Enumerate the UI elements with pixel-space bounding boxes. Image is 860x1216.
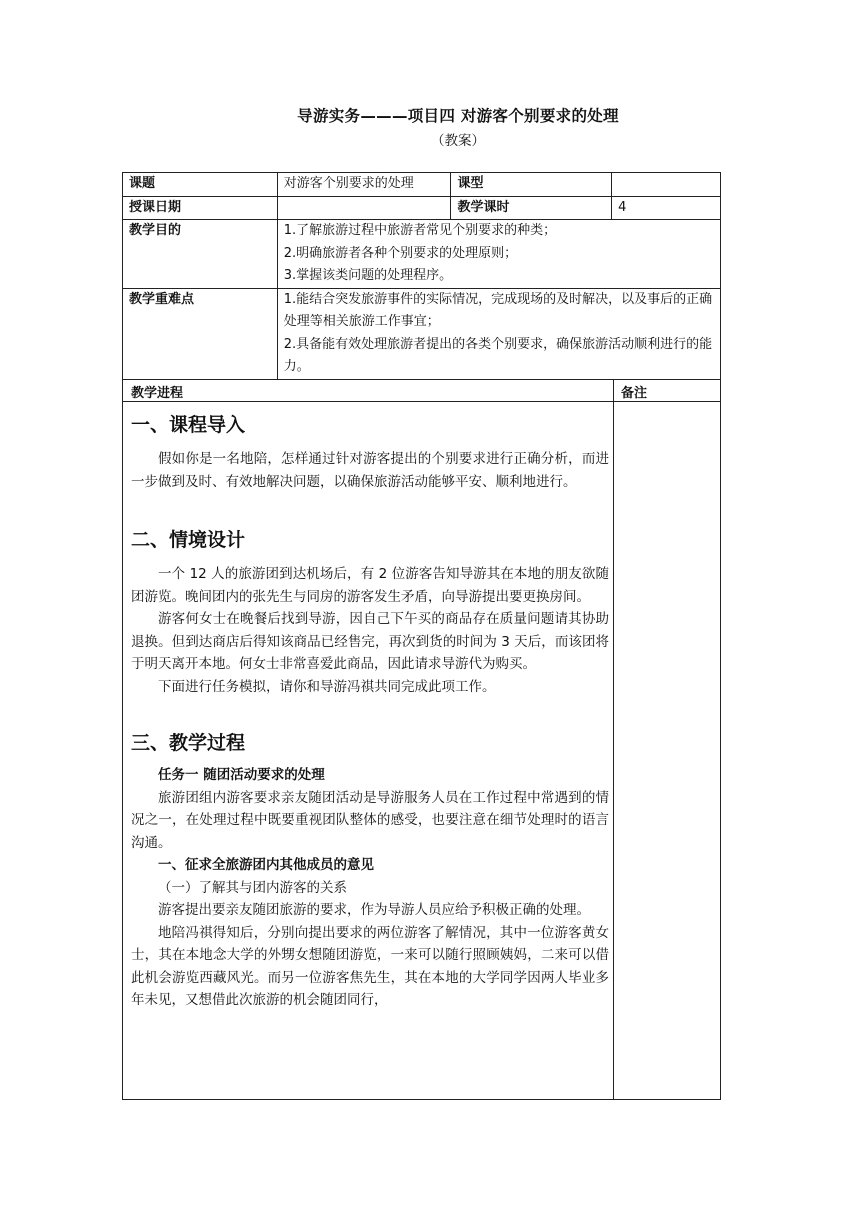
goal-item: 2.明确旅游者各种个别要求的处理原则； — [283, 245, 518, 261]
course-label: 课题 — [123, 173, 278, 197]
document-subtitle: （教案） — [431, 133, 485, 149]
goal-item: 3.掌握该类问题的处理程序。 — [283, 268, 453, 283]
table-row — [123, 220, 721, 289]
paragraph: 游客提出要亲友随团旅游的要求，作为导游人员应给予积极正确的处理。 — [158, 902, 590, 918]
step-subheading: （一）了解其与团内游客的关系 — [158, 879, 347, 896]
paragraph: 地陪冯祺得知后，分别向提出要求的两位游客了解情况，其中一位游客黄女士，其在本地念大学的外甥女想随团游览，一来可以随行照顾姨妈，二来可以借此机会游览西藏风光。而另一位游客焦先生，其在本地的大学同学因两人毕业多年未见，又想借此次旅游的机会随团同行， — [131, 924, 609, 1008]
paragraph: 旅游团组内游客要求亲友随团活动是导游服务人员在工作过程中常遇到的情况之一，在处理过程中既要重视团队整体的感受，也要注意在细节处理时的语言沟通。 — [131, 789, 609, 851]
hours-label: 教学课时 — [451, 196, 612, 220]
key-list — [277, 288, 720, 379]
key-item: 1.能结合突发旅游事件的实际情况，完成现场的及时解决，以及事后的正确处理等相关旅游工作事宜； — [283, 291, 713, 329]
hours-value: 4 — [612, 196, 721, 220]
lesson-info-table — [122, 172, 721, 380]
section-heading: 二、情境设计 — [131, 529, 246, 551]
paragraph: 一个 12 人的旅游团到达机场后，有 2 位游客告知导游其在本地的朋友欲随团游览。晚间团内的张先生与同房的游客发生矛盾，向导游提出要更换房间。 — [131, 566, 609, 605]
step-heading: 一、征求全旅游团内其他成员的意见 — [158, 857, 374, 873]
task-heading: 任务一 随团活动要求的处理 — [158, 767, 325, 783]
remarks-header: 备注 — [621, 386, 648, 401]
section-heading: 三、教学过程 — [131, 732, 246, 754]
key-item: 2.具备能有效处理旅游者提出的各类个别要求，确保旅游活动顺利进行的能力。 — [283, 336, 713, 374]
course-value: 对游客个别要求的处理 — [277, 173, 451, 197]
table-row — [123, 173, 721, 197]
date-label: 授课日期 — [123, 196, 278, 220]
type-value — [612, 173, 721, 197]
progress-header: 教学进程 — [131, 386, 184, 401]
table-row — [123, 288, 721, 379]
progress-content — [131, 402, 609, 1012]
column-divider — [613, 380, 614, 1099]
table-row — [123, 196, 721, 220]
section-heading: 一、课程导入 — [131, 414, 246, 436]
paragraph: 假如你是一名地陪，怎样通过针对游客提出的个别要求进行正确分析，而进一步做到及时、有效地解决问题，以确保旅游活动能够平安、顺利地进行。 — [131, 451, 609, 490]
teaching-progress-box — [122, 379, 721, 1100]
goal-list — [277, 220, 720, 289]
paragraph: 游客何女士在晚餐后找到导游，因自己下午买的商品存在质量问题请其协助退换。但到达商店后得知该商品已经售完，再次到货的时间为 3 天后，而该团将于明天离开本地。何女士非常喜爱此商品，因此请求导游代为购买。 — [131, 611, 609, 672]
document-title: 导游实务———项目四 对游客个别要求的处理 — [297, 107, 619, 125]
type-label: 课型 — [451, 173, 612, 197]
goal-label: 教学目的 — [123, 220, 278, 289]
date-value — [277, 196, 451, 220]
goal-item: 1.了解旅游过程中旅游者常见个别要求的种类； — [283, 223, 557, 238]
paragraph: 下面进行任务模拟，请你和导游冯祺共同完成此项工作。 — [158, 678, 496, 695]
key-label: 教学重难点 — [123, 288, 278, 379]
